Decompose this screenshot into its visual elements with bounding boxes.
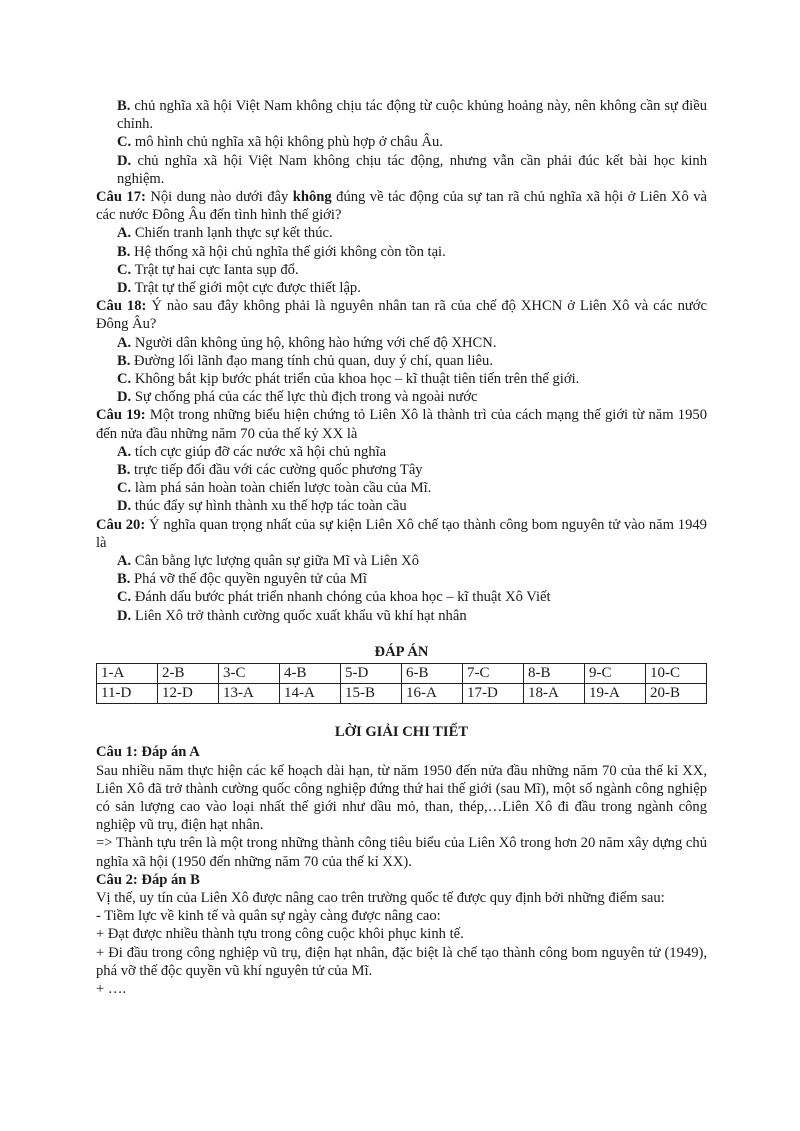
solution-2-point: + Đạt được nhiều thành tựu trong công cuộc khôi phục kinh tế. <box>96 926 464 943</box>
solution-2-paragraph: Vị thế, uy tín của Liên Xô được nâng cao trên trường quốc tế được quy định bởi những điểm sau: <box>96 889 665 906</box>
answer-cell: 1-A <box>97 664 158 684</box>
answer-cell: 2-B <box>158 664 219 684</box>
q20-option-d: D. Liên Xô trở thành cường quốc xuất khẩu vũ khí hạt nhân <box>117 607 467 624</box>
q16-option-c: C. mô hình chủ nghĩa xã hội không phù hợp ở châu Âu. <box>117 134 443 151</box>
answer-cell: 19-A <box>585 684 646 704</box>
answer-cell: 17-D <box>463 684 524 704</box>
q18-option-b: B. Đường lối lãnh đạo mang tính chủ quan, duy ý chí, quan liêu. <box>117 352 493 369</box>
answer-cell: 6-B <box>402 664 463 684</box>
solution-2-point: + …. <box>96 980 127 997</box>
q19-stem: Câu 19: Một trong những biểu hiện chứng tỏ Liên Xô là thành trì của cách mạng thế giới từ năm 1950 đến nửa đầu những năm 70 của thế kỷ XX là <box>96 407 707 442</box>
solution-2-heading: Câu 2: Đáp án B <box>96 871 200 888</box>
q18-option-a: A. Người dân không ủng hộ, không hào hứng với chế độ XHCN. <box>117 334 497 351</box>
q19-option-b: B. trực tiếp đối đầu với các cường quốc phương Tây <box>117 462 423 479</box>
solution-1-paragraph: Sau nhiều năm thực hiện các kế hoạch dài hạn, từ năm 1950 đến nửa đầu những năm 70 của thế kỉ XX, Liên Xô đã trở thành cường quốc công nghiệp đứng thứ hai thế giới (sau Mĩ), một số ngành công nghiệp có sản lượng cao vào loại nhất thế giới như dầu mỏ, than, thép,…Liên Xô đi đầu trong ngành công nghiệp vũ trụ, điện hạt nhân. <box>96 762 707 834</box>
answer-cell: 14-A <box>280 684 341 704</box>
answer-cell: 7-C <box>463 664 524 684</box>
answer-cell: 8-B <box>524 664 585 684</box>
answer-key-table <box>96 663 707 704</box>
document-page <box>96 97 707 998</box>
q20-option-b: B. Phá vỡ thế độc quyền nguyên tử của Mĩ <box>117 571 367 588</box>
q17-stem: Câu 17: Nội dung nào dưới đây không đúng về tác động của sự tan rã chủ nghĩa xã hội ở Liên Xô và các nước Đông Âu đến tình hình thế giới? <box>96 189 707 224</box>
q18-stem: Câu 18: Ý nào sau đây không phải là nguyên nhân tan rã của chế độ XHCN ở Liên Xô và các nước Đông Âu? <box>96 298 707 333</box>
answer-cell: 5-D <box>341 664 402 684</box>
solution-1-heading: Câu 1: Đáp án A <box>96 744 200 761</box>
solution-title: LỜI GIẢI CHI TIẾT <box>334 724 469 741</box>
answer-cell: 16-A <box>402 684 463 704</box>
q17-option-a: A. Chiến tranh lạnh thực sự kết thúc. <box>117 225 333 242</box>
q19-option-a: A. tích cực giúp đỡ các nước xã hội chủ nghĩa <box>117 443 387 460</box>
q16-option-b: B. chủ nghĩa xã hội Việt Nam không chịu tác động từ cuộc khủng hoảng này, nên không cần sự điều chỉnh. <box>117 98 707 133</box>
q17-option-d: D. Trật tự thế giới một cực được thiết lập. <box>117 280 361 297</box>
answer-cell: 9-C <box>585 664 646 684</box>
answer-key-title: ĐÁP ÁN <box>374 643 429 660</box>
answer-cell: 10-C <box>646 664 707 684</box>
table-row <box>97 664 707 684</box>
table-row <box>97 684 707 704</box>
q19-option-d: D. thúc đẩy sự hình thành xu thế hợp tác toàn cầu <box>117 498 407 515</box>
solution-2-point: + Đi đầu trong công nghiệp vũ trụ, điện hạt nhân, đặc biệt là chế tạo thành công bom nguyên tử (1949), phá vỡ thế độc quyền vũ khí nguyên tử của Mĩ. <box>96 944 707 979</box>
answer-cell: 12-D <box>158 684 219 704</box>
answer-cell: 4-B <box>280 664 341 684</box>
q20-option-a: A. Cân bằng lực lượng quân sự giữa Mĩ và Liên Xô <box>117 553 420 570</box>
q18-option-c: C. Không bắt kịp bước phát triển của khoa học – kĩ thuật tiên tiến trên thế giới. <box>117 371 580 388</box>
answer-cell: 11-D <box>97 684 158 704</box>
q20-stem: Câu 20: Ý nghĩa quan trọng nhất của sự kiện Liên Xô chế tạo thành công bom nguyên tử vào năm 1949 là <box>96 516 707 551</box>
q19-option-c: C. làm phá sản hoàn toàn chiến lược toàn cầu của Mĩ. <box>117 480 432 497</box>
answer-cell: 20-B <box>646 684 707 704</box>
q20-option-c: C. Đánh dấu bước phát triển nhanh chóng của khoa học – kĩ thuật Xô Viết <box>117 589 551 606</box>
answer-cell: 3-C <box>219 664 280 684</box>
solution-2-point: - Tiềm lực về kinh tế và quân sự ngày càng được nâng cao: <box>96 908 441 925</box>
answer-cell: 18-A <box>524 684 585 704</box>
q18-option-d: D. Sự chống phá của các thế lực thù địch trong và ngoài nước <box>117 389 478 406</box>
answer-cell: 13-A <box>219 684 280 704</box>
q17-option-b: B. Hệ thống xã hội chủ nghĩa thế giới không còn tồn tại. <box>117 243 446 260</box>
solution-1-conclusion: => Thành tựu trên là một trong những thành công tiêu biểu của Liên Xô trong hơn 20 năm xây dựng chủ nghĩa xã hội (1950 đến những năm 70 của thế kỉ XX). <box>96 835 707 870</box>
q16-option-d: D. chủ nghĩa xã hội Việt Nam không chịu tác động, nhưng vẫn cần phải đúc kết bài học kinh nghiệm. <box>117 152 707 187</box>
answer-cell: 15-B <box>341 684 402 704</box>
q17-option-c: C. Trật tự hai cực Ianta sụp đổ. <box>117 261 299 278</box>
